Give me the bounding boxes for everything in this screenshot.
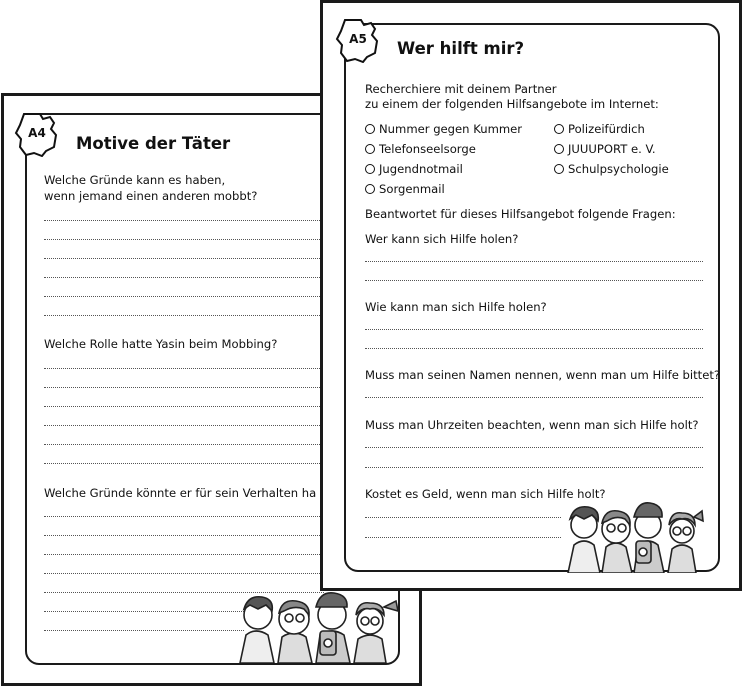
a5-badge: [335, 17, 381, 63]
radio-circle-icon[interactable]: [365, 124, 375, 134]
option-juuuport[interactable]: JUUUPORT e. V.: [554, 142, 656, 156]
a5-intro-line-2: zu einem der folgenden Hilfsangebote im Internet:: [365, 97, 659, 111]
answer-line[interactable]: [44, 535, 324, 536]
answer-line[interactable]: [44, 463, 324, 464]
answer-line[interactable]: [44, 425, 324, 426]
answer-line[interactable]: [44, 554, 324, 555]
answer-line[interactable]: [365, 280, 703, 281]
answer-line[interactable]: [44, 387, 324, 388]
a5-question-3: Muss man seinen Namen nennen, wenn man um Hilfe bittet?: [365, 368, 721, 382]
answer-line[interactable]: [44, 239, 324, 240]
answer-line[interactable]: [365, 467, 703, 468]
a5-title: Wer hilft mir?: [397, 39, 525, 58]
a5-question-4: Muss man Uhrzeiten beachten, wenn man sich Hilfe holt?: [365, 418, 699, 432]
answer-line[interactable]: [44, 406, 324, 407]
answer-line[interactable]: [365, 537, 561, 538]
answer-line[interactable]: [44, 315, 324, 316]
kids-illustration: [564, 497, 704, 573]
answer-line[interactable]: [365, 261, 703, 262]
radio-circle-icon[interactable]: [365, 144, 375, 154]
answer-line[interactable]: [365, 447, 703, 448]
option-sorgenmail[interactable]: Sorgenmail: [365, 182, 445, 196]
answer-line[interactable]: [44, 296, 324, 297]
answer-line[interactable]: [44, 611, 244, 612]
answer-line[interactable]: [365, 348, 703, 349]
answer-line[interactable]: [44, 516, 324, 517]
answer-line[interactable]: [44, 277, 324, 278]
a5-question-2: Wie kann man sich Hilfe holen?: [365, 300, 547, 314]
answer-line[interactable]: [365, 397, 703, 398]
a4-question-1-line-1: Welche Gründe kann es haben,: [44, 173, 226, 187]
option-nummer-gegen-kummer[interactable]: Nummer gegen Kummer: [365, 122, 522, 136]
answer-line[interactable]: [44, 630, 244, 631]
a4-badge: [14, 111, 60, 157]
option-telefonseelsorge[interactable]: Telefonseelsorge: [365, 142, 476, 156]
a4-question-1-line-2: wenn jemand einen anderen mobbt?: [44, 189, 258, 203]
option-schulpsychologie[interactable]: Schulpsychologie: [554, 162, 669, 176]
a5-question-5: Kostet es Geld, wenn man sich Hilfe holt?: [365, 487, 606, 501]
a5-intro-line-1: Recherchiere mit deinem Partner: [365, 82, 557, 96]
answer-line[interactable]: [44, 573, 324, 574]
option-polizeifuerdich[interactable]: Polizeifürdich: [554, 122, 645, 136]
a4-title: Motive der Täter: [76, 134, 231, 153]
a5-question-1: Wer kann sich Hilfe holen?: [365, 232, 519, 246]
radio-circle-icon[interactable]: [365, 184, 375, 194]
option-jugendnotmail[interactable]: Jugendnotmail: [365, 162, 463, 176]
radio-circle-icon[interactable]: [554, 124, 564, 134]
a4-question-2: Welche Rolle hatte Yasin beim Mobbing?: [44, 337, 278, 351]
radio-circle-icon[interactable]: [554, 164, 564, 174]
answer-line[interactable]: [365, 329, 703, 330]
a4-badge-label: A4: [28, 126, 46, 140]
kids-illustration: [234, 585, 404, 663]
radio-circle-icon[interactable]: [554, 144, 564, 154]
worksheet-a5: [320, 0, 742, 591]
a5-task: Beantwortet für dieses Hilfsangebot folgende Fragen:: [365, 207, 676, 221]
a5-badge-label: A5: [349, 32, 367, 46]
answer-line[interactable]: [365, 517, 561, 518]
answer-line[interactable]: [44, 368, 324, 369]
answer-line[interactable]: [44, 220, 324, 221]
answer-line[interactable]: [44, 258, 324, 259]
a4-question-3: Welche Gründe könnte er für sein Verhalten ha: [44, 486, 317, 500]
radio-circle-icon[interactable]: [365, 164, 375, 174]
answer-line[interactable]: [44, 444, 324, 445]
